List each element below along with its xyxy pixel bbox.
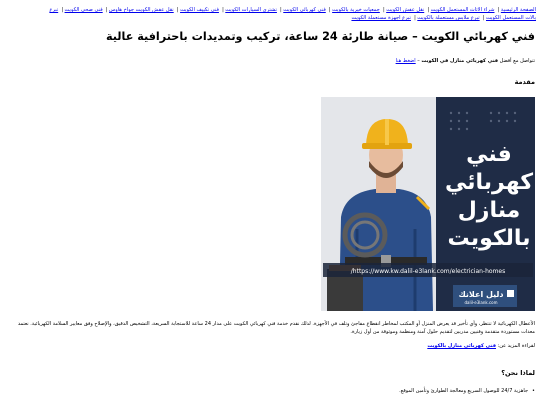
hero-banner-svg <box>321 97 535 311</box>
intro-paragraph: الأعطال الكهربائية لا تنتظر، وأي تأخير قد يعرض المنزل أو المكتب لمخاطر انقطاع مفاجئ وتلف في الأجهزة. لذلك نقدم خدمة فني كهربائي الكويت على مدار 24 ساعة للاستجابة السريعة، التشخيص الدقيق، والإصلاح وفق معايير السلامة الكهربائية. نعتمد معدات مستوردة متقدمة وفنيين مدربين لتقديم حلول آمنة ومنظمة وموثوقة من أول زيارة. <box>17 321 535 335</box>
nav-link-donate-clothes[interactable]: تبرع ملابس مستعملة بالكويت <box>417 15 480 21</box>
nav-link-furniture-moving[interactable]: نقل عفش الكويت <box>386 7 425 13</box>
hero-text-line-3: منازل <box>457 198 521 223</box>
why-us-item: • جاهزية 24/7 للوصول السريع ومعالجة الطوارئ وتأمين الموقع. <box>399 388 535 394</box>
intro-text: تتواصل مع أفضل <box>499 58 535 64</box>
intro-line <box>396 58 535 64</box>
hero-banner-image <box>321 97 535 311</box>
nav-link-charities[interactable]: جمعيات خيرية بالكويت <box>332 7 380 13</box>
brand-logo-text: دليل اعلانك <box>458 290 504 299</box>
hero-text-line-2: كهربائي <box>444 170 534 195</box>
brand-logo-icon <box>507 290 514 297</box>
top-navigation: الصفحة الرئيسية| شراء الاثاث المستعمل الكويت| نقل عفش الكويت| جمعيات خيرية بالكويت| فني كهربائي الكويت| تشترى السيارات الكويت| فني تكييف الكويت| نقل عفش الكويت جواخ هاوس| فني صحي الكويت| تبرع بالات المستعمل الكويت| تبرع ملابس مستعملة بالكويت| تبرع اجهزة مستعملة الكويت <box>49 7 536 21</box>
nav-link-electrician[interactable]: فني كهربائي الكويت <box>283 7 326 13</box>
read-more-line <box>427 343 535 349</box>
hero-text-line-4: بالكويت <box>447 226 531 251</box>
nav-link-used-bales[interactable]: بالات المستعمل الكويت <box>486 15 536 21</box>
nav-link-moving-jawakh[interactable]: نقل عفش الكويت جواخ هاوس <box>109 7 174 13</box>
nav-link-buy-used-furniture[interactable]: شراء الاثاث المستعمل الكويت <box>430 7 495 13</box>
click-here-link[interactable]: اضغط هنا <box>395 58 416 64</box>
read-more-link[interactable]: فني كهربائي منازل بالكويت <box>427 343 496 349</box>
nav-link-home[interactable]: الصفحة الرئيسية <box>500 7 536 13</box>
nav-link-ac-technician[interactable]: فني تكييف الكويت <box>180 7 219 13</box>
why-us-list <box>399 388 535 394</box>
intro-dash: – <box>417 58 420 64</box>
nav-link-donate-devices[interactable]: تبرع اجهزة مستعملة الكويت <box>351 15 411 21</box>
read-more-label: لقراءة المزيد عن: <box>497 343 535 349</box>
nav-link-donate[interactable]: تبرع <box>49 7 59 13</box>
brand-logo-subtext: dalil-e3lank.com <box>464 300 498 305</box>
hero-url-text: https://www.kw.dalil-e3lank.com/electrician-homes/ <box>350 268 506 275</box>
page-title: فني كهربائي الكويت – صيانة طارئة 24 ساعة، تركيب وتمديدات باحترافية عالية <box>105 30 535 43</box>
section-heading-intro: مقدمة <box>514 78 535 86</box>
intro-bold-text: فني كهربائي منازل في الكويت <box>421 58 499 64</box>
nav-link-plumber[interactable]: فني صحي الكويت <box>64 7 103 13</box>
hero-text-line-1: فني <box>466 142 512 167</box>
section-heading-why-us: لماذا نحن؟ <box>501 369 535 377</box>
nav-link-car-buying[interactable]: تشترى السيارات الكويت <box>225 7 277 13</box>
